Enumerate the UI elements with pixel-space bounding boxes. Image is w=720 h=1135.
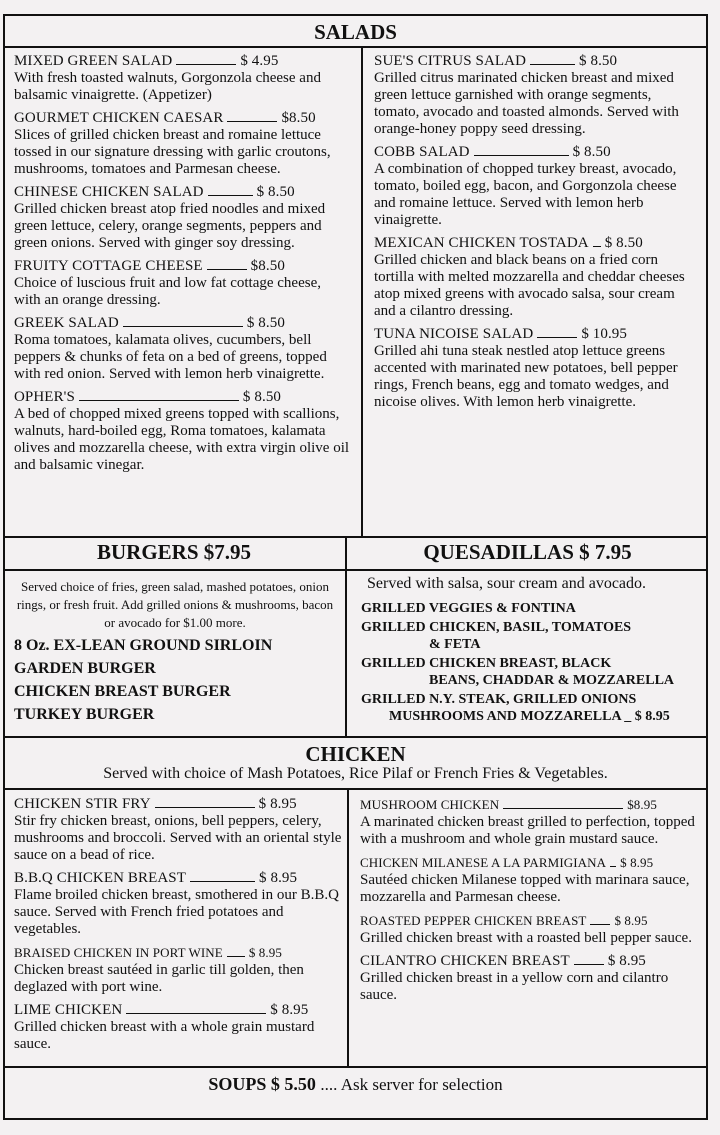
quesadilla-item	[361, 619, 706, 653]
menu-item	[360, 854, 700, 906]
column-divider	[347, 788, 349, 1066]
item-name: BRAISED CHICKEN IN PORT WINE	[14, 945, 223, 960]
menu-item	[14, 53, 350, 104]
soups-note: .... Ask server for selection	[320, 1075, 503, 1094]
item-description: Grilled chicken and black beans on a fried corn tortilla with melted mozzarella and cheddar cheeses atop mixed greens with avocado salsa, sour cream and a cilantro dressing.	[374, 252, 685, 319]
item-name: MUSHROOM CHICKEN	[360, 797, 500, 812]
quesadilla-line: & FETA	[429, 637, 481, 652]
item-description: Chicken breast sautéed in garlic till golden, then deglazed with port wine.	[14, 962, 304, 995]
item-description: Sautéed chicken Milanese topped with marinara sauce, mozzarella and Parmesan cheese.	[360, 872, 690, 905]
item-price: $ 8.50	[604, 235, 643, 251]
divider	[3, 1066, 708, 1068]
quesadilla-item	[361, 600, 706, 617]
burger-item: CHICKEN BREAST BURGER	[14, 683, 231, 700]
item-name: B.B.Q CHICKEN BREAST	[14, 870, 187, 886]
item-price: $ 8.50	[246, 315, 285, 331]
menu-item	[360, 912, 700, 947]
item-price: $ 8.50	[572, 144, 611, 160]
menu-item	[14, 944, 344, 996]
divider	[3, 569, 708, 571]
menu-item	[360, 796, 700, 848]
quesadillas-title: QUESADILLAS $ 7.95	[423, 540, 632, 564]
item-description: Grilled chicken breast with a roasted bell pepper sauce.	[360, 930, 692, 946]
column-divider	[345, 536, 347, 736]
item-price: $ 8.95	[248, 945, 282, 960]
burger-item: 8 Oz. EX-LEAN GROUND SIRLOIN	[14, 637, 273, 654]
item-description: Roma tomatoes, kalamata olives, cucumbers, bell peppers & chunks of feta on a bed of greens, topped with red onion. Served with lemon herb vinaigrette.	[14, 332, 327, 382]
chicken-left-column	[14, 796, 344, 1059]
item-price: $ 8.95	[259, 870, 298, 886]
burger-item: GARDEN BURGER	[14, 660, 156, 677]
menu-item	[14, 110, 350, 178]
item-price: $ 8.95	[607, 953, 646, 969]
burger-item: TURKEY BURGER	[14, 706, 155, 723]
quesadillas-note: Served with salsa, sour cream and avocado.	[367, 575, 647, 592]
item-description: A marinated chicken breast grilled to perfection, topped with a mushroom and whole grain mustard sauce.	[360, 814, 695, 847]
menu-item	[374, 144, 694, 229]
salads-right-column	[374, 53, 694, 417]
salads-left-column	[14, 53, 350, 480]
item-price: $ 10.95	[581, 326, 628, 342]
quesadilla-line: BEANS, CHADDAR & MOZZARELLA	[429, 673, 675, 688]
menu-item	[14, 1002, 344, 1053]
item-description: Grilled chicken breast atop fried noodles and mixed green lettuce, celery, orange segments, peppers and green onions. Served with ginger soy dressing.	[14, 201, 326, 251]
item-price: $ 4.95	[240, 53, 279, 69]
item-name: GREEK SALAD	[14, 315, 119, 331]
column-divider	[361, 46, 363, 536]
menu-item	[14, 796, 344, 864]
quesadilla-line: MUSHROOMS AND MOZZARELLA _ $ 8.95	[389, 709, 670, 724]
item-description: Choice of luscious fruit and low fat cottage cheese, with an orange dressing.	[14, 275, 321, 308]
menu-item	[14, 389, 350, 474]
item-price: $ 8.95	[270, 1002, 309, 1018]
menu-item	[374, 326, 694, 411]
menu-item	[14, 258, 350, 309]
item-name: CILANTRO CHICKEN BREAST	[360, 953, 570, 969]
item-description: With fresh toasted walnuts, Gorgonzola cheese and balsamic vinaigrette. (Appetizer)	[14, 70, 321, 103]
menu-item	[14, 184, 350, 252]
item-description: Flame broiled chicken breast, smothered in our B.B.Q sauce. Served with French fried potatoes and vegetables.	[14, 887, 339, 937]
item-name: ROASTED PEPPER CHICKEN BREAST	[360, 913, 587, 928]
item-name: GOURMET CHICKEN CAESAR	[14, 110, 224, 126]
item-price: $ 8.95	[258, 796, 297, 812]
item-name: CHICKEN STIR FRY	[14, 796, 151, 812]
quesadilla-line: GRILLED VEGGIES & FONTINA	[361, 601, 576, 616]
item-description: Grilled chicken breast in a yellow corn and cilantro sauce.	[360, 970, 669, 1003]
quesadilla-line: GRILLED CHICKEN BREAST, BLACK	[361, 656, 612, 671]
item-price: $8.95	[627, 797, 657, 812]
item-description: Stir fry chicken breast, onions, bell peppers, celery, mushrooms and broccoli. Served with an oriental style sauce on a bead of rice.	[14, 813, 342, 863]
item-description: A combination of chopped turkey breast, avocado, tomato, boiled egg, bacon, and Gorgonzola cheese and romaine lettuce. Served with lemon herb vinaigrette.	[374, 161, 677, 228]
item-name: OPHER'S	[14, 389, 75, 405]
item-name: SUE'S CITRUS SALAD	[374, 53, 527, 69]
item-price: $ 8.95	[620, 855, 654, 870]
menu-item	[374, 53, 694, 138]
item-name: LIME CHICKEN	[14, 1002, 123, 1018]
item-name: COBB SALAD	[374, 144, 470, 160]
burgers-list	[14, 634, 344, 726]
salads-title: SALADS	[314, 20, 397, 44]
burgers-note: Served choice of fries, green salad, mashed potatoes, onion rings, or fresh fruit. Add grilled onions & mushrooms, bacon or avocado for $1.00 more.	[16, 579, 334, 630]
item-name: CHICKEN MILANESE A LA PARMIGIANA	[360, 855, 607, 870]
item-description: Slices of grilled chicken breast and romaine lettuce tossed in our signature dressing with garlic croutons, mushrooms, tomatoes and Parmesan cheese.	[14, 127, 331, 177]
item-price: $ 8.50	[242, 389, 282, 405]
item-price: $ 8.50	[579, 53, 618, 69]
menu-item	[14, 315, 350, 383]
item-name: MIXED GREEN SALAD	[14, 53, 173, 69]
burgers-title: BURGERS $7.95	[96, 540, 252, 564]
item-description: A bed of chopped mixed greens topped with scallions, walnuts, hard-boiled egg, Roma tomatoes, kalamata olives and mozzarella cheese, with extra virgin olive oil and balsamic vinegar.	[14, 406, 350, 473]
quesadilla-item	[361, 691, 706, 725]
menu-item	[360, 953, 700, 1004]
item-name: CHINESE CHICKEN SALAD	[14, 184, 204, 200]
chicken-subtitle: Served with choice of Mash Potatoes, Rice Pilaf or French Fries & Vegetables.	[103, 765, 608, 782]
item-description: Grilled chicken breast with a whole grain mustard sauce.	[14, 1019, 315, 1052]
chicken-title: CHICKEN	[305, 742, 406, 766]
item-description: Grilled citrus marinated chicken breast and mixed green lettuce garnished with orange segments, tomato, avocado and toasted almonds. Served with orange-honey poppy seed dressing.	[374, 70, 679, 137]
divider	[3, 736, 708, 738]
divider	[3, 46, 708, 48]
soups-line	[3, 1074, 708, 1095]
divider	[3, 536, 708, 538]
item-price: $ 8.95	[614, 913, 648, 928]
menu-item	[14, 870, 344, 938]
item-description: Grilled ahi tuna steak nestled atop lettuce greens accented with marinated new potatoes, bell pepper rings, French beans, egg and tomato wedges, and nicoise olives. With lemon herb vinaigrette.	[374, 343, 678, 410]
item-name: MEXICAN CHICKEN TOSTADA	[374, 235, 589, 251]
quesadilla-line: GRILLED CHICKEN, BASIL, TOMATOES	[361, 620, 632, 635]
quesadilla-item	[361, 655, 706, 689]
menu-item	[374, 235, 694, 320]
chicken-right-column	[360, 796, 700, 1010]
item-price: $8.50	[250, 258, 285, 274]
divider	[3, 788, 708, 790]
item-price: $ 8.50	[256, 184, 295, 200]
quesadillas-list	[361, 600, 706, 727]
soups-title: SOUPS $ 5.50	[208, 1074, 316, 1094]
item-price: $8.50	[281, 110, 316, 126]
item-name: TUNA NICOISE SALAD	[374, 326, 534, 342]
item-name: FRUITY COTTAGE CHEESE	[14, 258, 203, 274]
quesadilla-line: GRILLED N.Y. STEAK, GRILLED ONIONS	[361, 692, 637, 707]
